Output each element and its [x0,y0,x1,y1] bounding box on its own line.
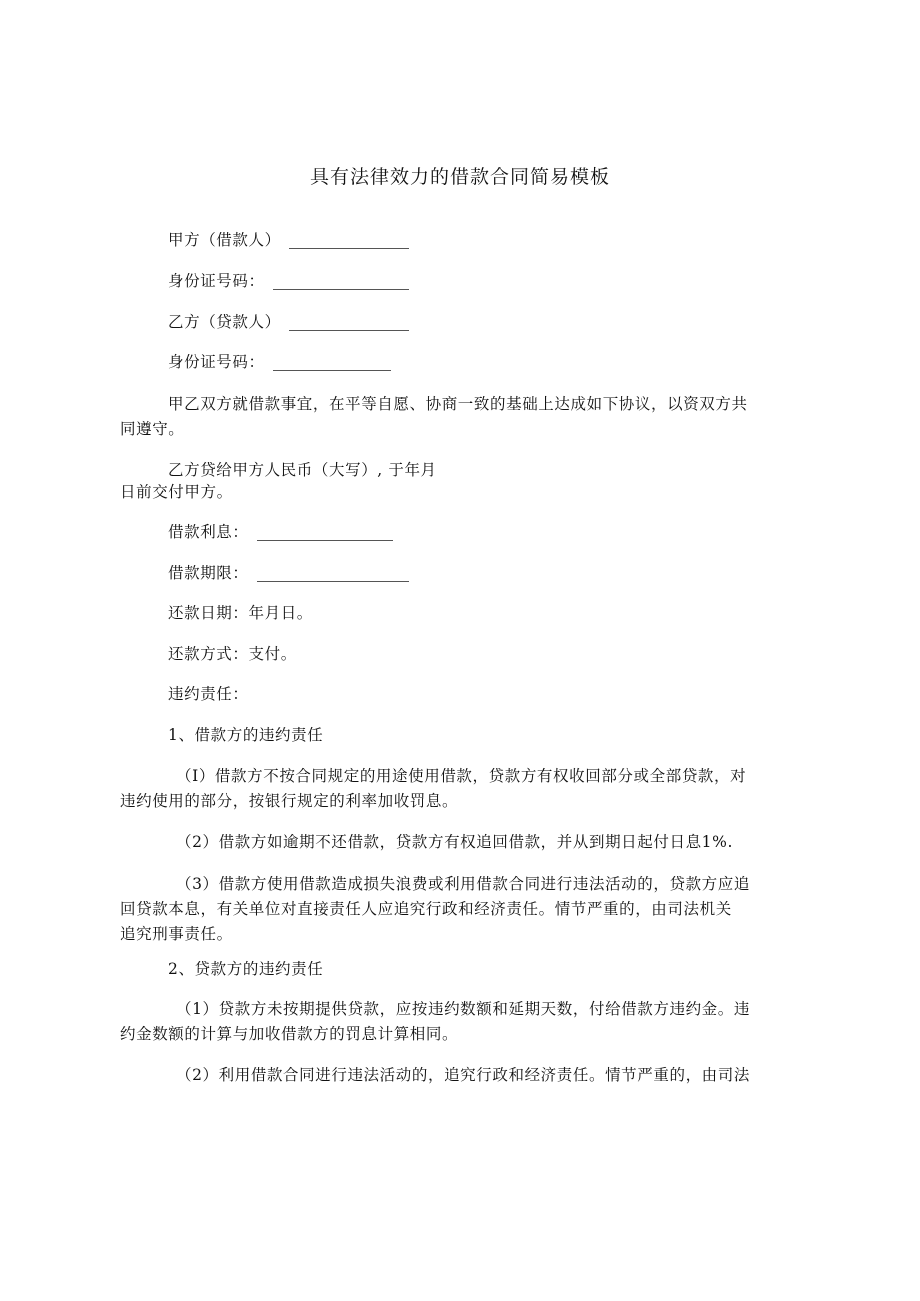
lender-label: 乙方（贷款人） [168,313,281,331]
term-blank[interactable] [257,567,409,582]
lender-item-1 [120,997,780,1047]
repayment-method [168,642,297,667]
loan-clause-paragraph [120,458,780,505]
term-field [168,561,409,586]
borrower-blank[interactable] [289,234,409,249]
borrower-label: 甲方（借款人） [168,231,281,249]
borrower-item-1-line-1: （I）借款方不按合同规定的用途使用借款，贷款方有权收回部分或全部贷款，对 [176,767,747,785]
intro-line-2: 同遵守。 [120,420,185,438]
loan-clause-line-1: 乙方贷给甲方人民币（大写）, 于年月 [168,461,437,479]
borrower-breach-heading [168,723,323,748]
repayment-method-text: 还款方式：支付。 [168,645,297,663]
term-label: 借款期限： [168,564,249,582]
borrower-field [168,228,409,253]
repayment-date [168,601,313,626]
borrower-item-2-line-1: （2）借款方如逾期不还借款，贷款方有权追回借款，并从到期日起付日息1%. [176,833,733,851]
borrower-id-field [168,269,409,294]
lender-id-label: 身份证号码： [168,353,265,371]
breach-heading-text: 违约责任： [168,685,249,703]
lender-blank[interactable] [289,316,409,331]
lender-breach-heading [168,957,323,982]
lender-item-1-line-1: （1）贷款方未按期提供贷款，应按违约数额和延期天数，付给借款方违约金。违 [176,1000,750,1018]
breach-heading [168,682,249,707]
borrower-item-2 [120,830,780,855]
repayment-date-text: 还款日期：年月日。 [168,604,313,622]
interest-label: 借款利息： [168,523,249,541]
borrower-breach-heading-text: 1、借款方的违约责任 [168,726,324,744]
intro-line-1: 甲乙双方就借款事宜，在平等自愿、协商一致的基础上达成如下协议，以资双方共 [168,395,748,413]
borrower-item-3-line-2: 回贷款本息，有关单位对直接责任人应追究行政和经济责任。情节严重的，由司法机关 [120,900,732,918]
interest-blank[interactable] [257,526,393,541]
lender-id-field [168,350,391,375]
borrower-item-1-line-2: 违约使用的部分，按银行规定的利率加收罚息。 [120,792,459,810]
borrower-item-3-line-3: 追究刑事责任。 [120,925,233,943]
lender-item-2 [120,1063,780,1088]
lender-breach-heading-text: 2、贷款方的违约责任 [168,960,324,978]
loan-clause-line-2: 日前交付甲方。 [120,483,233,501]
lender-id-blank[interactable] [273,356,391,371]
lender-item-2-line-1: （2）利用借款合同进行违法活动的，追究行政和经济责任。情节严重的，由司法 [176,1066,750,1084]
borrower-item-3 [120,872,780,947]
borrower-item-1 [120,764,780,814]
intro-paragraph [120,392,780,442]
document-title: 具有法律效力的借款合同简易模板 [309,166,610,188]
borrower-id-blank[interactable] [273,275,409,290]
lender-item-1-line-2: 约金数额的计算与加收借款方的罚息计算相同。 [120,1025,459,1043]
interest-field [168,520,393,545]
borrower-id-label: 身份证号码： [168,272,265,290]
lender-field [168,310,409,335]
borrower-item-3-line-1: （3）借款方使用借款造成损失浪费或利用借款合同进行违法活动的，贷款方应追 [176,875,750,893]
